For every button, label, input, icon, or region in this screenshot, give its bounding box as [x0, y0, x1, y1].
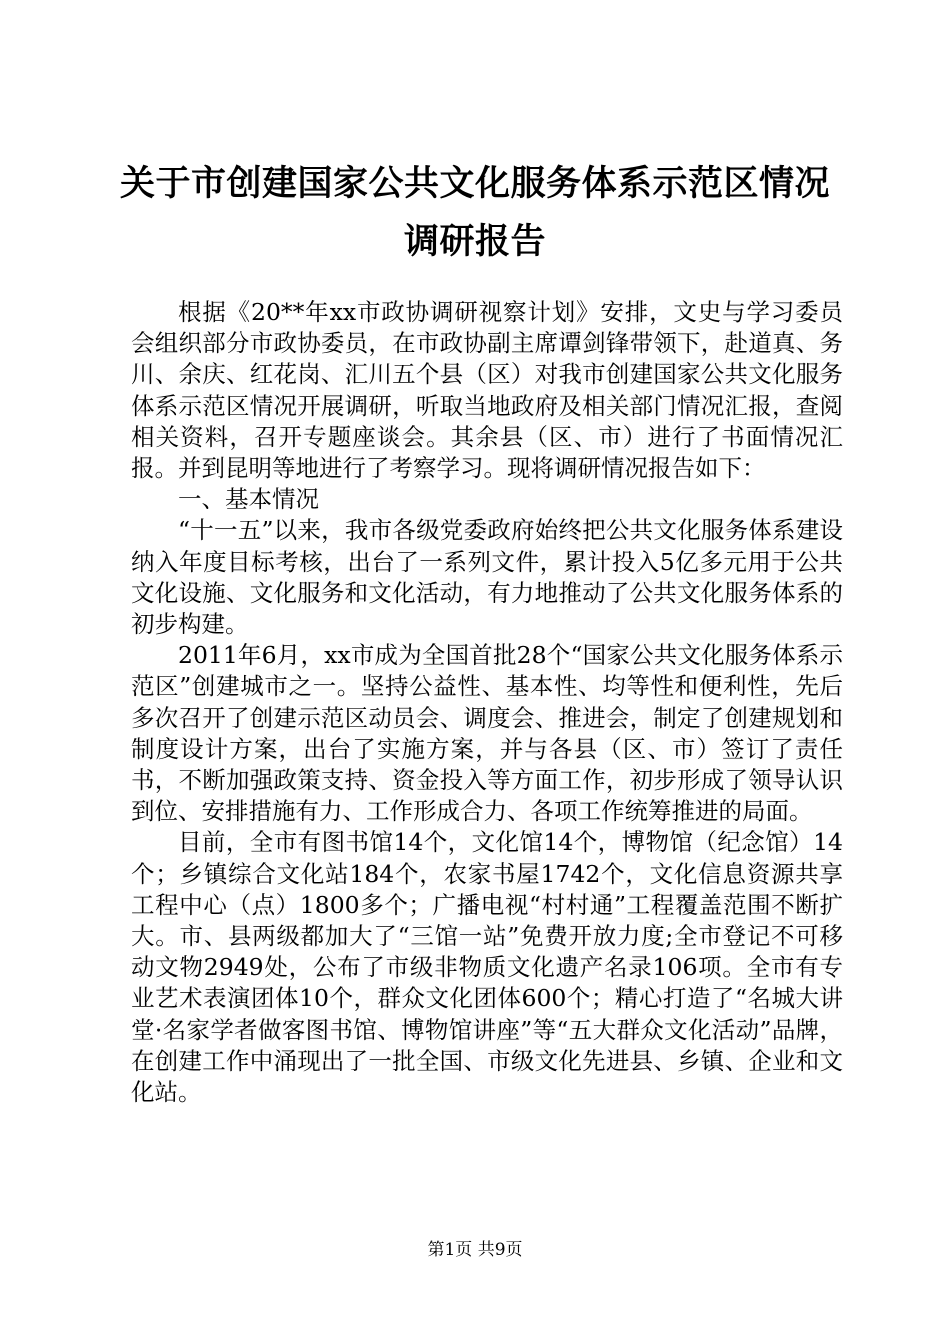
document-title-line-1: 关于市创建国家公共文化服务体系示范区情况	[119, 163, 830, 204]
paragraph-eleventh-five-year: “十一五”以来，我市各级党委政府始终把公共文化服务体系建设纳入年度目标考核，出台了一系列文件，累计投入5亿多元用于公共文化设施、文化服务和文化活动，有力地推动了公共文化服务体系的初步构建。	[131, 516, 843, 639]
document-body	[131, 297, 843, 1108]
paragraph-intro: 根据《20**年xx市政协调研视察计划》安排，文史与学习委员会组织部分市政协委员，在市政协副主席谭剑锋带领下，赴道真、务川、余庆、红花岗、汇川五个县（区）对我市创建国家公共文化服务体系示范区情况开展调研，听取当地政府及相关部门情况汇报，查阅相关资料，召开专题座谈会。其余县（区、市）进行了书面情况汇报。并到昆明等地进行了考察学习。现将调研情况报告如下：	[131, 298, 843, 483]
section-heading-basic-situation: 一、基本情况	[178, 485, 319, 514]
paragraph-current-status: 目前，全市有图书馆14个，文化馆14个，博物馆（纪念馆）14个；乡镇综合文化站184个，农家书屋1742个，文化信息资源共享工程中心（点）1800多个；广播电视“村村通”工程覆盖范围不断扩大。市、县两级都加大了“三馆一站”免费开放力度;全市登记不可移动文物2949处，公布了市级非物质文化遗产名录106项。全市有专业艺术表演团体10个，群众文化团体600个；精心打造了“名城大讲堂·名家学者做客图书馆、博物馆讲座”等“五大群众文化活动”品牌，在创建工作中涌现出了一批全国、市级文化先进县、乡镇、企业和文化站。	[131, 828, 843, 1107]
document-title-line-2: 调研报告	[403, 221, 546, 262]
page-footer: 第1页 共9页	[427, 1240, 523, 1260]
paragraph-2011-demonstration-zone: 2011年6月，xx市成为全国首批28个“国家公共文化服务体系示范区”创建城市之一。坚持公益性、基本性、均等性和便利性，先后多次召开了创建示范区动员会、调度会、推进会，制定了创建规划和制度设计方案，出台了实施方案，并与各县（区、市）签订了责任书，不断加强政策支持、资金投入等方面工作，初步形成了领导认识到位、安排措施有力、工作形成合力、各项工作统筹推进的局面。	[131, 641, 843, 826]
